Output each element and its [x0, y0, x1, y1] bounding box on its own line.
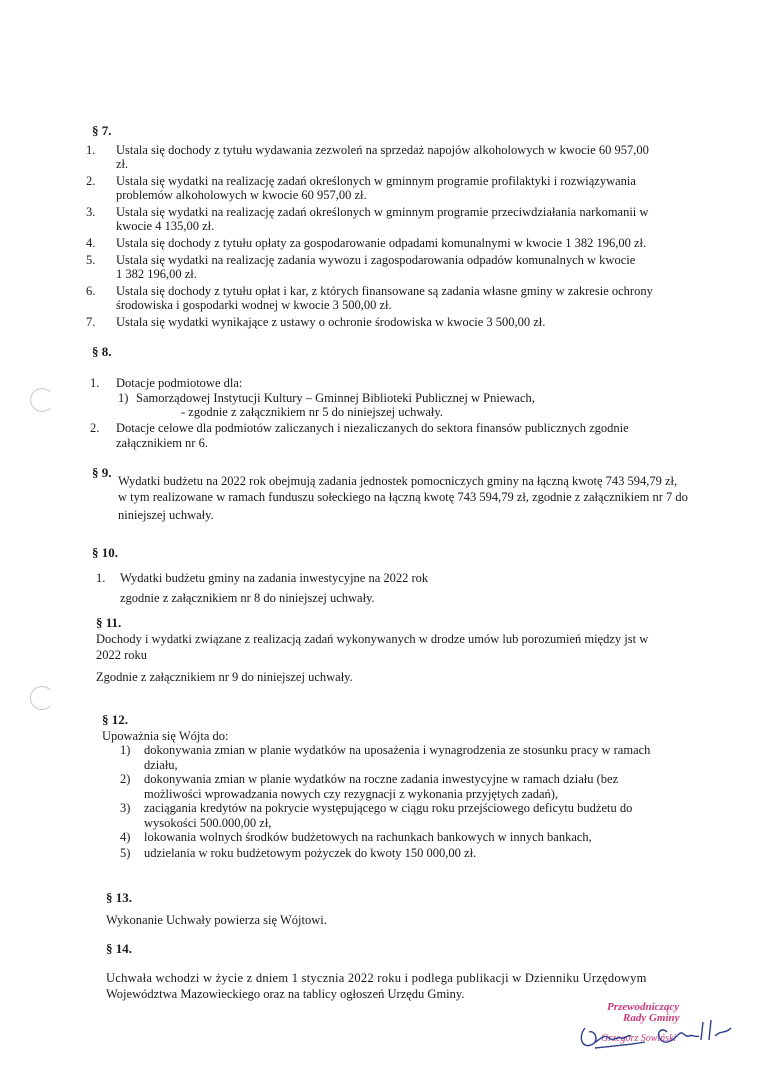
item-number: 1)	[118, 391, 129, 405]
paragraph-line: Upoważnia się Wójta do:	[102, 729, 229, 743]
item-number: 5)	[120, 846, 131, 860]
item-text-cont: zł.	[116, 157, 129, 171]
item-number: 2)	[120, 772, 131, 786]
section-9-heading: § 9.	[92, 465, 112, 480]
item-text-cont: problemów alkoholowych w kwocie 60 957,00 zł.	[116, 188, 367, 202]
paragraph-line: Wykonanie Uchwały powierza się Wójtowi.	[106, 913, 327, 927]
list-item	[120, 743, 650, 757]
list-item	[120, 772, 618, 786]
stamp-title: Przewodniczący	[607, 1001, 680, 1013]
item-text-cont: 1 382 196,00 zł.	[116, 267, 197, 281]
paragraph-line: Wydatki budżetu na 2022 rok obejmują zadania jednostek pomocniczych gminy na łączną kwotę 743 594,79 zł,	[118, 474, 678, 488]
paragraph-line: Zgodnie z załącznikiem nr 9 do niniejszej uchwały.	[96, 670, 353, 684]
paragraph-line: Województwa Mazowieckiego oraz na tablicy ogłoszeń Urzędu Gminy.	[106, 987, 465, 1001]
item-number: 4.	[86, 236, 96, 250]
section-7-heading: § 7.	[92, 123, 112, 138]
paragraph-line: 2022 roku	[96, 648, 148, 662]
section-10-heading: § 10.	[92, 545, 118, 560]
list-item	[86, 143, 649, 157]
item-number: 7.	[86, 315, 96, 329]
section-12-heading: § 12.	[102, 712, 128, 727]
item-text-cont: możliwości wprowadzania nowych czy rezygnacji z wykonania przyjętych zadań),	[144, 787, 559, 801]
item-number: 4)	[120, 830, 131, 844]
list-item	[86, 205, 648, 219]
item-text: dokonywania zmian w planie wydatków na uposażenia i wynagrodzenia ze stosunku pracy w ramach	[144, 743, 651, 757]
paragraph-line: w tym realizowane w ramach funduszu sołeckiego na łączną kwotę 743 594,79 zł, zgodnie z załącznikiem nr 7 do	[118, 490, 688, 504]
item-text: Ustala się wydatki wynikające z ustawy o ochronie środowiska w kwocie 3 500,00 zł.	[116, 315, 546, 329]
item-text-cont: załącznikiem nr 6.	[116, 436, 208, 450]
item-text-cont: działu,	[144, 758, 178, 772]
paragraph-line: Uchwała wchodzi w życie z dniem 1 stycznia 2022 roku i podlega publikacji w Dzienniku Urzędowym	[106, 971, 647, 985]
list-item	[96, 571, 428, 585]
list-item	[86, 253, 635, 267]
punch-hole	[30, 686, 54, 710]
item-text: lokowania wolnych środków budżetowych na rachunkach bankowych w innych bankach,	[144, 830, 592, 844]
item-text-cont: środowiska i gospodarki wodnej w kwocie 3 500,00 zł.	[116, 298, 392, 312]
item-text: Ustala się wydatki na realizację zadania wywozu i zagospodarowania odpadów komunalnych w kwocie	[116, 253, 636, 267]
item-text: Ustala się wydatki na realizację zadań określonych w gminnym programie profilaktyki i rozwiązywania	[116, 174, 636, 188]
item-text: Ustala się dochody z tytułu wydawania zezwoleń na sprzedaż napojów alkoholowych w kwocie 60 957,00	[116, 143, 649, 157]
item-text-cont: wysokości 500.000,00 zł,	[144, 816, 272, 830]
item-text: Wydatki budżetu gminy na zadania inwestycyjne na 2022 rok	[120, 571, 429, 585]
item-number: 5.	[86, 253, 96, 267]
list-item	[86, 284, 653, 298]
item-text: Ustala się dochody z tytułu opłaty za gospodarowanie odpadami komunalnymi w kwocie 1 382 196,00 zł.	[116, 236, 647, 250]
paragraph-line: niniejszej uchwały.	[118, 508, 214, 522]
item-text: dokonywania zmian w planie wydatków na roczne zadania inwestycyjne w ramach działu (bez	[144, 772, 619, 786]
stamp-subtitle: Rady Gminy	[623, 1012, 680, 1024]
item-text: zaciągania kredytów na pokrycie występującego w ciągu roku przejściowego deficytu budżetu do	[144, 801, 633, 815]
punch-hole	[30, 388, 54, 412]
item-number: 1.	[96, 571, 106, 585]
sub-item	[118, 391, 535, 405]
list-item	[120, 801, 632, 815]
list-item	[120, 846, 476, 860]
section-8-heading: § 8.	[92, 344, 112, 359]
item-number: 6.	[86, 284, 96, 298]
section-11-heading: § 11.	[96, 615, 122, 630]
item-text-cont: zgodnie z załącznikiem nr 8 do niniejszej uchwały.	[120, 591, 375, 605]
item-text-cont: kwocie 4 135,00 zł.	[116, 219, 215, 233]
handwritten-signature	[575, 1008, 735, 1053]
paragraph-line: Dochody i wydatki związane z realizacją zadań wykonywanych w drodze umów lub porozumień między jst w	[96, 632, 649, 646]
item-text: Samorządowej Instytucji Kultury – Gminnej Biblioteki Publicznej w Pniewach,	[136, 391, 535, 405]
item-number: 1.	[90, 376, 100, 390]
stamp-name: Grzegorz Sowiński	[601, 1033, 677, 1044]
item-text: Ustala się wydatki na realizację zadań określonych w gminnym programie przeciwdziałania narkomanii w	[116, 205, 649, 219]
item-number: 2.	[90, 421, 100, 435]
list-item	[90, 421, 629, 435]
item-text: Ustala się dochody z tytułu opłat i kar, z których finansowane są zadania własne gminy w zakresie ochrony	[116, 284, 653, 298]
item-text: Dotacje podmiotowe dla:	[116, 376, 243, 390]
item-number: 3)	[120, 801, 131, 815]
list-item	[90, 376, 242, 390]
item-text-cont: - zgodnie z załącznikiem nr 5 do niniejszej uchwały.	[181, 405, 443, 419]
item-number: 1.	[86, 143, 96, 157]
item-number: 1)	[120, 743, 131, 757]
item-text: Dotacje celowe dla podmiotów zaliczanych i niezaliczanych do sektora finansów publicznych zgodnie	[116, 421, 629, 435]
item-number: 3.	[86, 205, 96, 219]
item-text: udzielania w roku budżetowym pożyczek do kwoty 150 000,00 zł.	[144, 846, 477, 860]
list-item	[86, 315, 545, 329]
list-item	[120, 830, 592, 844]
section-14-heading: § 14.	[106, 941, 132, 956]
section-13-heading: § 13.	[106, 890, 132, 905]
list-item	[86, 174, 636, 188]
item-number: 2.	[86, 174, 96, 188]
list-item	[86, 236, 646, 250]
